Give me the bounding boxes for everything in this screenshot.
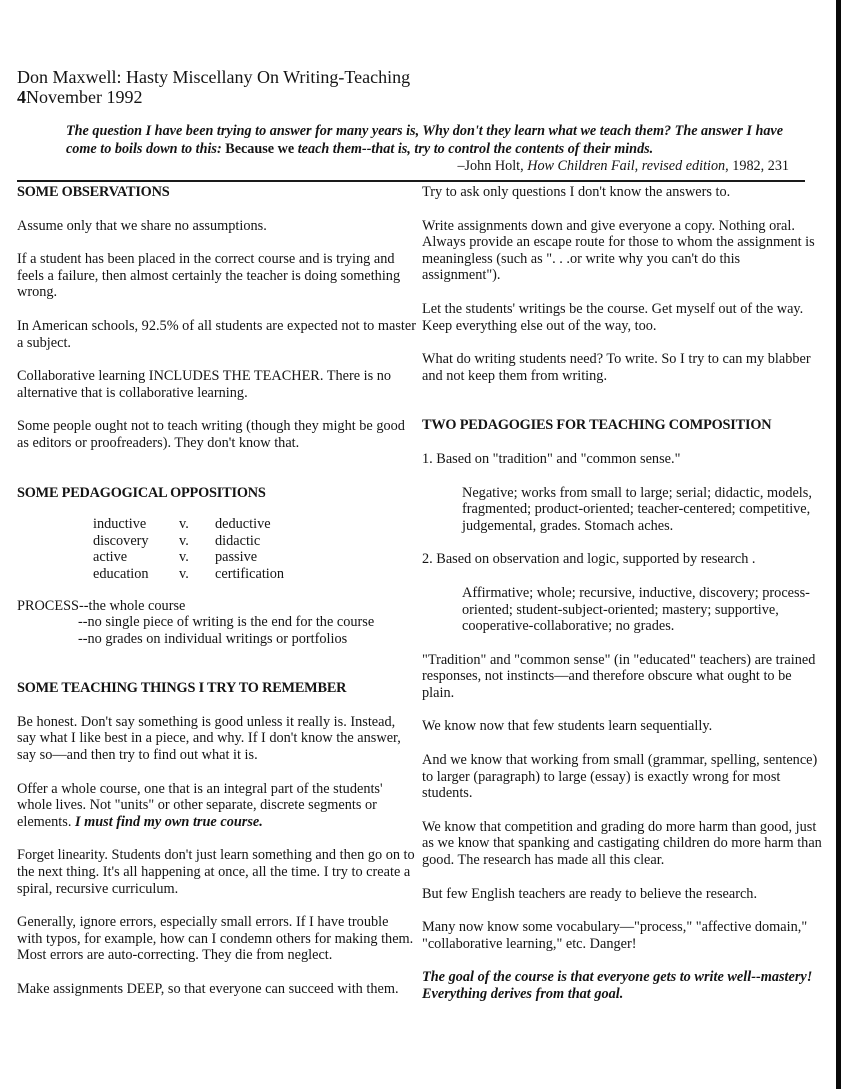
opposition-versus: v. [179,532,189,549]
pedagogy-paragraph: "Tradition" and "common sense" (in "educated" teachers) are trained responses, not instincts—and therefore obscure what ought to be plain. [422,651,816,701]
section-heading-remember: SOME TEACHING THINGS I TRY TO REMEMBER [17,680,347,697]
opposition-row [93,549,284,566]
observation-item: Some people ought not to teach writing (though they might be good as editors or proofreaders). They don't know that. [17,418,405,451]
opposition-term-b: passive [215,549,258,566]
pedagogy-1-title: 1. Based on "tradition" and "common sense." [422,450,681,467]
section-heading-pedagogies: TWO PEDAGOGIES FOR TEACHING COMPOSITION [422,417,772,434]
pedagogy-1-description: Negative; works from small to large; serial; didactic, models, fragmented; product-oriented; teacher-centered; competitive, judgemental, grades. Stomach aches. [462,484,812,534]
attribution-author: –John Holt, [457,158,528,174]
remember-continued-item: Let the students' writings be the course. Get myself out of the way. Keep everything else out of the way, too. [422,300,804,334]
remember-item: Forget linearity. Students don't just learn something and then go on to the next thing. It's all happening at once, all the time. I try to create a spiral, recursive curriculum. [17,847,415,897]
scan-edge-bar [836,0,841,1089]
remember-item: Be honest. Don't say something is good unless it really is. Instead, say what I like best in a piece, and why. If I don't know the answer, say so—and then try to find out what it is. [17,713,401,764]
opposition-term-a: active [93,549,128,566]
observation-item: Assume only that we share no assumptions. [17,217,267,234]
course-goal-statement: The goal of the course is that everyone gets to write well--mastery! Everything derives from that goal. [422,969,813,1002]
opposition-term-b: didactic [215,532,261,549]
epigraph-attribution [66,158,789,176]
process-sub-item: --no grades on individual writings or portfolios [78,630,348,647]
epigraph-part3: teach them--that is, try to control the contents of their minds. [297,140,654,157]
opposition-row [93,516,284,533]
epigraph-quote [66,123,791,176]
pedagogy-paragraph: We know that competition and grading do more harm than good, just as we know that spanking and castigating children do more harm than good. The research has made all this clear. [422,818,822,869]
observation-item: In American schools, 92.5% of all students are expected not to master a subject. [17,317,417,351]
left-column [17,184,417,998]
opposition-versus: v. [179,565,189,582]
observation-item: If a student has been placed in the correct course and is trying and feels a failure, then almost certainly the teacher is doing something wrong. [17,251,401,301]
opposition-term-b: certification [215,565,285,582]
opposition-term-b: deductive [215,516,271,533]
process-sub-item: --no single piece of writing is the end for the course [78,614,375,631]
opposition-row [93,533,284,550]
opposition-row [93,566,284,583]
opposition-term-a: education [93,565,149,582]
remember-item-emphasis: I must find my own true course. [74,813,263,830]
section-heading-observations: SOME OBSERVATIONS [17,184,170,200]
right-column [422,184,822,1003]
remember-item [17,781,417,831]
pedagogy-paragraph: We know now that few students learn sequentially. [422,718,713,735]
pedagogy-paragraph: Many now know some vocabulary—"process," "affective domain," "collaborative learning," etc. Danger! [422,919,808,952]
remember-continued-item: What do writing students need? To write. So I try to can my blabber and not keep them from writing. [422,351,811,384]
pedagogy-paragraph: But few English teachers are ready to believe the research. [422,885,758,902]
document-title: Don Maxwell: Hasty Miscellany On Writing-Teaching [17,67,411,87]
document-header [17,67,410,107]
remember-continued-item: Try to ask only questions I don't know the answers to. [422,184,731,200]
remember-item: Generally, ignore errors, especially small errors. If I have trouble with typos, for example, how can I condemn others for making them. Most errors are auto-correcting. They die from neglect. [17,914,414,964]
section-heading-oppositions: SOME PEDAGOGICAL OPPOSITIONS [17,484,266,501]
opposition-versus: v. [179,516,189,533]
attribution-book-title: How Children Fail, revised edition [527,158,726,174]
process-line: PROCESS--the whole course [17,597,186,614]
epigraph-part1: The question I have been trying to answer for many years is, Why don't they learn what we teach them? The answer I have come to boils down to this: [66,123,784,157]
pedagogy-paragraph: And we know that working from small (grammar, spelling, sentence) to larger (paragraph) to large (essay) is exactly wrong for most students. [422,752,818,802]
header-divider [17,180,805,182]
opposition-versus: v. [179,549,189,566]
observation-item: Collaborative learning INCLUDES THE TEACHER. There is no alternative that is collaborative learning. [17,368,392,401]
opposition-term-a: discovery [93,532,149,549]
epigraph-part2: Because we [221,140,298,157]
document-date [17,87,410,107]
remember-item-text: Offer a whole course, one that is an integral part of the students' whole lives. Not "units" or other separate, discrete segments or elements. [17,780,383,830]
opposition-term-a: inductive [93,516,147,533]
pedagogy-2-title: 2. Based on observation and logic, supported by research . [422,551,756,568]
date-day: 4 [17,87,26,107]
date-month-year: November 1992 [26,87,143,107]
oppositions-table [93,516,284,582]
remember-item: Make assignments DEEP, so that everyone can succeed with them. [17,981,399,997]
attribution-year-page: , 1982, 231 [725,158,789,174]
remember-continued-item: Write assignments down and give everyone a copy. Nothing oral. Always provide an escape route for those to whom the assignment is meaningless (such as ". . .or write why you can't do this assignment"). [422,217,815,284]
pedagogy-2-description: Affirmative; whole; recursive, inductive, discovery; process- oriented; student-subject-oriented; mastery; supportive, cooperative-collaborative; no grades. [462,584,810,635]
